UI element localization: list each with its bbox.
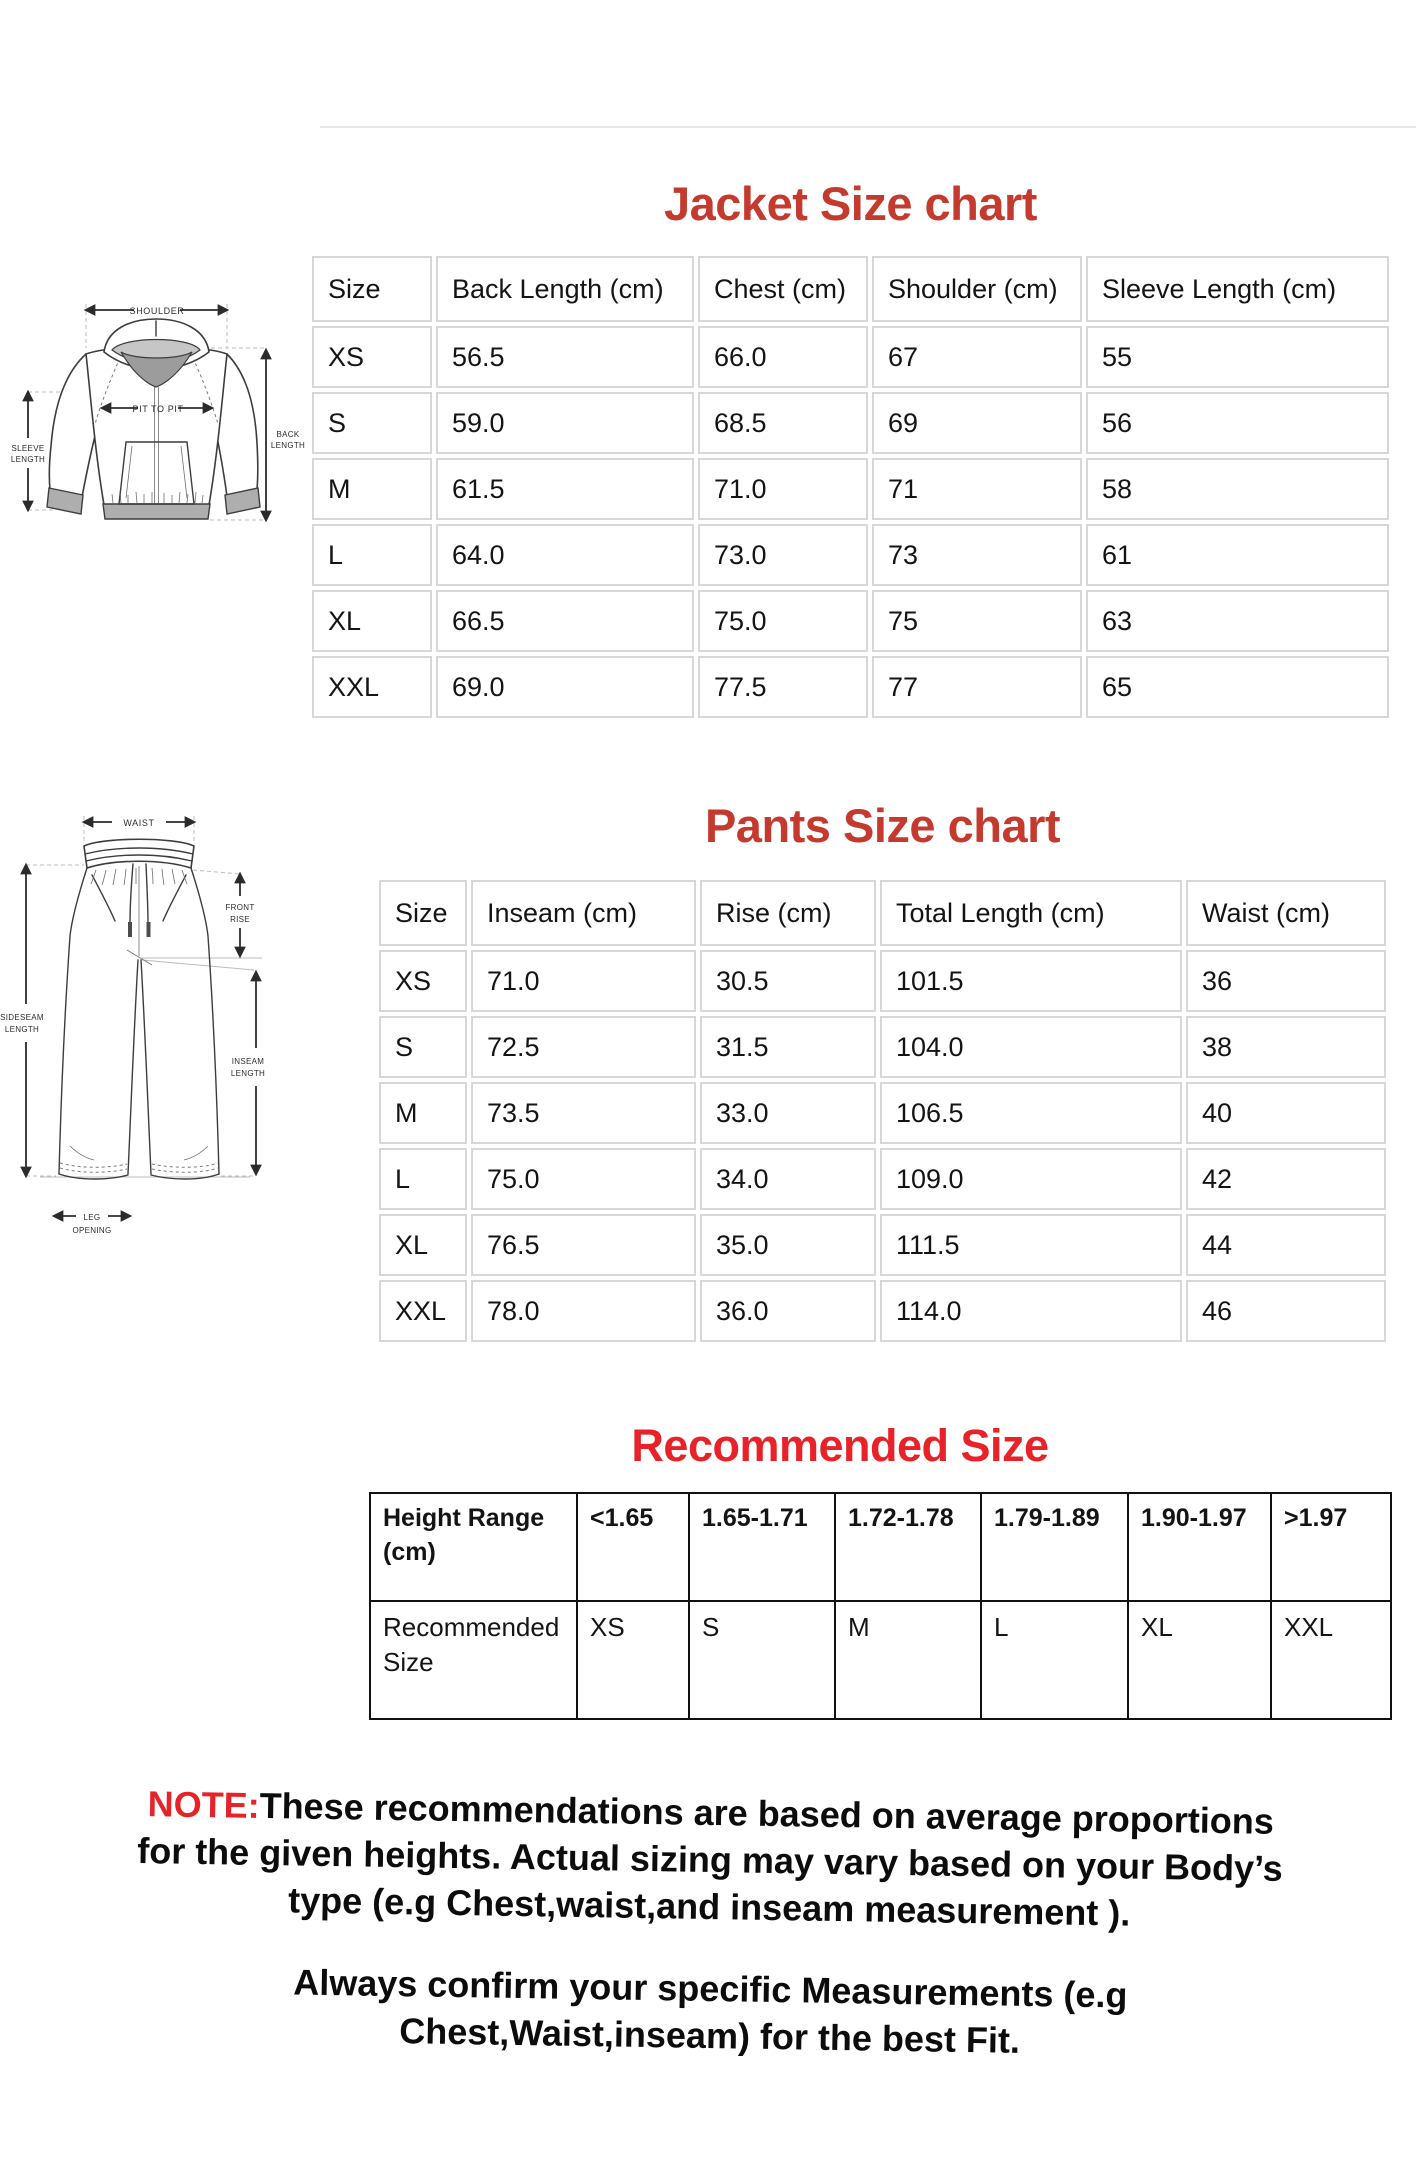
- table-cell: 71.0: [698, 458, 868, 520]
- table-cell: 59.0: [436, 392, 694, 454]
- table-cell: 66.5: [436, 590, 694, 652]
- column-header: Size: [312, 256, 432, 322]
- note-label: NOTE:: [147, 1783, 260, 1826]
- leg-opening-label: OPENING: [72, 1226, 112, 1235]
- table-cell: 64.0: [436, 524, 694, 586]
- table-cell: 71: [872, 458, 1082, 520]
- table-cell: S: [689, 1601, 835, 1719]
- pants-title: Pants Size chart: [704, 799, 1061, 852]
- header-row: [379, 880, 1386, 946]
- table-cell: 42: [1186, 1148, 1386, 1210]
- pants-size-table: [375, 876, 1390, 1346]
- table-cell: 68.5: [698, 392, 868, 454]
- jacket-diagram: [4, 288, 310, 574]
- table-cell: XXL: [1271, 1601, 1391, 1719]
- table-cell: 44: [1186, 1214, 1386, 1276]
- table-cell: 73: [872, 524, 1082, 586]
- pants-table-head: [379, 880, 1386, 946]
- table-cell: 63: [1086, 590, 1389, 652]
- table-cell: 46: [1186, 1280, 1386, 1342]
- table-cell: 35.0: [700, 1214, 876, 1276]
- table-cell: <1.65: [577, 1493, 689, 1601]
- back-length-label: BACK: [276, 430, 300, 439]
- table-cell: 104.0: [880, 1016, 1182, 1078]
- table-cell: 67: [872, 326, 1082, 388]
- table-cell: XL: [1128, 1601, 1271, 1719]
- table-row: [312, 590, 1389, 652]
- table-cell: 65: [1086, 656, 1389, 718]
- table-row: [379, 950, 1386, 1012]
- pit-to-pit-label: PIT TO PIT: [132, 404, 184, 414]
- pants-guide-lines: [26, 816, 262, 1177]
- table-cell: 34.0: [700, 1148, 876, 1210]
- column-header: Waist (cm): [1186, 880, 1386, 946]
- table-cell: 38: [1186, 1016, 1386, 1078]
- always-line: Always confirm your specific Measurements (e.g: [292, 1961, 1128, 2016]
- table-row: [312, 656, 1389, 718]
- table-cell: XXL: [379, 1280, 467, 1342]
- table-cell: 106.5: [880, 1082, 1182, 1144]
- recommended-table-body: [370, 1493, 1391, 1719]
- pants-table-body: [379, 950, 1386, 1342]
- recommended-size-table: [369, 1492, 1392, 1720]
- note-paragraph: [69, 1780, 1351, 1940]
- table-row: [312, 458, 1389, 520]
- table-cell: 33.0: [700, 1082, 876, 1144]
- table-cell: L: [379, 1148, 467, 1210]
- jacket-table-body: [312, 326, 1389, 718]
- pants-diagram: [0, 808, 272, 1242]
- column-header: Inseam (cm): [471, 880, 696, 946]
- table-cell: M: [835, 1601, 981, 1719]
- table-cell: L: [312, 524, 432, 586]
- table-cell: 77.5: [698, 656, 868, 718]
- table-cell: XS: [312, 326, 432, 388]
- front-rise-label: RISE: [230, 915, 250, 924]
- table-cell: 66.0: [698, 326, 868, 388]
- table-cell: 114.0: [880, 1280, 1182, 1342]
- table-cell: 76.5: [471, 1214, 696, 1276]
- table-cell: 1.72-1.78: [835, 1493, 981, 1601]
- back-length-label: LENGTH: [270, 441, 306, 450]
- inseam-length-label: LENGTH: [230, 1069, 266, 1078]
- table-row: [379, 1148, 1386, 1210]
- table-cell: L: [981, 1601, 1128, 1719]
- pants-dimension-arrows: [26, 822, 256, 1216]
- sideseam-length-label: LENGTH: [4, 1025, 40, 1034]
- table-cell: >1.97: [1271, 1493, 1391, 1601]
- table-cell: 71.0: [471, 950, 696, 1012]
- table-row: [370, 1601, 1391, 1719]
- table-cell: 36: [1186, 950, 1386, 1012]
- table-cell: S: [379, 1016, 467, 1078]
- leg-opening-label: LEG: [83, 1213, 101, 1222]
- table-row: [379, 1214, 1386, 1276]
- note-line: type (e.g Chest,waist,and inseam measurement ).: [287, 1878, 1131, 1934]
- waist-label: WAIST: [123, 818, 155, 828]
- top-divider: [320, 126, 1416, 128]
- table-cell: M: [379, 1082, 467, 1144]
- sleeve-length-label: LENGTH: [10, 455, 46, 464]
- table-cell: 72.5: [471, 1016, 696, 1078]
- table-cell: 56.5: [436, 326, 694, 388]
- recommended-title: Recommended Size: [631, 1420, 1049, 1471]
- table-cell: 61: [1086, 524, 1389, 586]
- table-cell: XL: [312, 590, 432, 652]
- table-cell: 1.90-1.97: [1128, 1493, 1271, 1601]
- table-cell: 61.5: [436, 458, 694, 520]
- table-cell: 111.5: [880, 1214, 1182, 1276]
- sideseam-length-label: SIDESEAM: [0, 1013, 44, 1022]
- table-cell: 58: [1086, 458, 1389, 520]
- pants-outline: [59, 839, 219, 1179]
- table-row: [379, 1082, 1386, 1144]
- table-cell: M: [312, 458, 432, 520]
- table-cell: Recommended Size: [370, 1601, 577, 1719]
- table-cell: 109.0: [880, 1148, 1182, 1210]
- table-cell: XS: [577, 1601, 689, 1719]
- table-cell: 73.0: [698, 524, 868, 586]
- table-row: [312, 326, 1389, 388]
- table-row: [312, 524, 1389, 586]
- table-cell: 31.5: [700, 1016, 876, 1078]
- column-header: Total Length (cm): [880, 880, 1182, 946]
- table-cell: XS: [379, 950, 467, 1012]
- table-cell: 69.0: [436, 656, 694, 718]
- table-cell: 1.65-1.71: [689, 1493, 835, 1601]
- always-confirm-paragraph: [69, 1956, 1350, 2070]
- note-text: These recommendations are based on average proportions: [259, 1784, 1275, 1842]
- table-cell: 40: [1186, 1082, 1386, 1144]
- table-cell: 77: [872, 656, 1082, 718]
- column-header: Shoulder (cm): [872, 256, 1082, 322]
- table-cell: 73.5: [471, 1082, 696, 1144]
- table-row: [379, 1280, 1386, 1342]
- table-row: [312, 392, 1389, 454]
- table-cell: 56: [1086, 392, 1389, 454]
- note-line: for the given heights. Actual sizing may vary based on your Body’s: [136, 1829, 1284, 1889]
- table-cell: 36.0: [700, 1280, 876, 1342]
- sleeve-length-label: SLEEVE: [11, 444, 45, 453]
- header-row: [312, 256, 1389, 322]
- table-cell: 55: [1086, 326, 1389, 388]
- table-cell: XL: [379, 1214, 467, 1276]
- jacket-title: Jacket Size chart: [664, 177, 1037, 230]
- column-header: Chest (cm): [698, 256, 868, 322]
- column-header: Sleeve Length (cm): [1086, 256, 1389, 322]
- column-header: Size: [379, 880, 467, 946]
- jacket-table-head: [312, 256, 1389, 322]
- inseam-length-label: INSEAM: [231, 1057, 265, 1066]
- table-cell: Height Range (cm): [370, 1493, 577, 1601]
- table-row: [370, 1493, 1391, 1601]
- shoulder-label: SHOULDER: [129, 306, 185, 316]
- always-line: Chest,Waist,inseam) for the best Fit.: [398, 2009, 1021, 2061]
- table-cell: 75: [872, 590, 1082, 652]
- table-cell: 75.0: [698, 590, 868, 652]
- column-header: Rise (cm): [700, 880, 876, 946]
- jacket-size-table: [308, 252, 1393, 722]
- table-cell: S: [312, 392, 432, 454]
- jacket-outline: [47, 319, 260, 519]
- table-cell: 101.5: [880, 950, 1182, 1012]
- table-cell: 78.0: [471, 1280, 696, 1342]
- front-rise-label: FRONT: [225, 903, 255, 912]
- column-header: Back Length (cm): [436, 256, 694, 322]
- table-cell: XXL: [312, 656, 432, 718]
- table-row: [379, 1016, 1386, 1078]
- table-cell: 1.79-1.89: [981, 1493, 1128, 1601]
- table-cell: 30.5: [700, 950, 876, 1012]
- table-cell: 69: [872, 392, 1082, 454]
- table-cell: 75.0: [471, 1148, 696, 1210]
